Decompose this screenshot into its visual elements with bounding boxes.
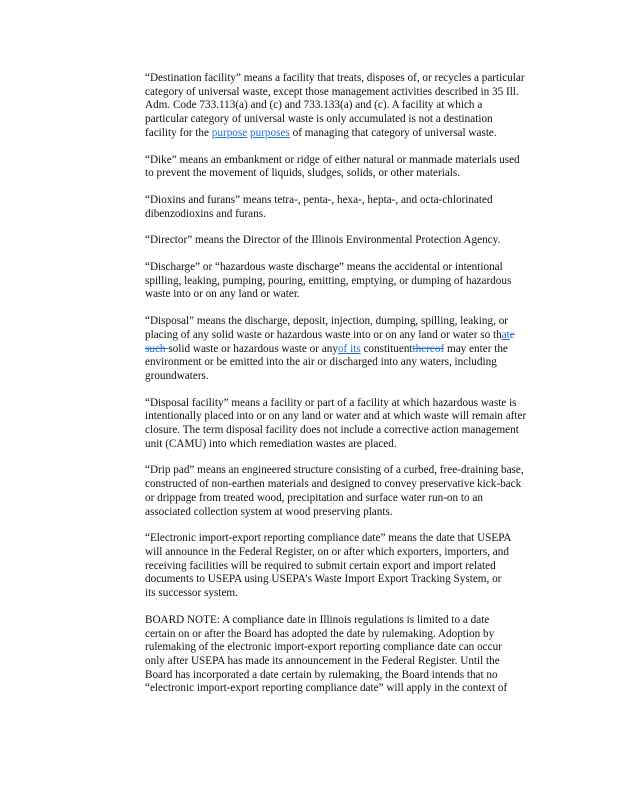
text-line: “Disposal” means the discharge, deposit, injection, dumping, spilling, leaking, or: [145, 315, 509, 328]
definition-discharge: [145, 261, 570, 302]
text-line: [145, 329, 570, 343]
text-run: facility for the: [145, 126, 212, 139]
text-line: its successor system.: [145, 587, 238, 600]
definition-disposal-facility: [145, 397, 570, 452]
text-line: “Electronic import-export reporting compliance date” means the date that USEPA: [145, 532, 512, 545]
definition-destination-facility: [145, 72, 570, 141]
inserted-text: purpose: [211, 126, 248, 139]
definition-director: [145, 234, 570, 248]
deleted-text: thereof: [412, 342, 445, 355]
text-line: or drippage from treated wood, precipitation and surface water run-on to an: [145, 491, 483, 504]
text-line: particular category of universal waste is only accumulated is not a destination: [145, 113, 493, 126]
text-line: groundwaters.: [145, 369, 209, 382]
text-line: waste into or on any land or water.: [145, 288, 300, 301]
text-run: constituent: [360, 342, 413, 355]
text-line: “Dike” means an embankment or ridge of either natural or manmade materials used: [145, 153, 520, 166]
text-run: solid waste or hazardous waste or any: [168, 342, 338, 355]
text-line: dibenzodioxins and furans.: [145, 207, 266, 220]
text-line: category of universal waste, except those management activities described in 35 Ill.: [145, 85, 519, 98]
text-line: certain on or after the Board has adopted the date by rulemaking. Adoption by: [145, 627, 495, 640]
text-line: [145, 343, 570, 357]
definition-dike: [145, 154, 570, 181]
inserted-text: at: [501, 328, 510, 341]
text-line: only after USEPA has made its announcement in the Federal Register. Until the: [145, 654, 500, 667]
text-run: placing of any solid waste or hazardous waste into or on any land or water so th: [145, 328, 502, 341]
text-line: “Disposal facility” means a facility or part of a facility at which hazardous waste is: [145, 396, 517, 409]
text-line: “Destination facility” means a facility that treats, disposes of, or recycles a particular: [145, 72, 525, 84]
text-line: associated collection system at wood preserving plants.: [145, 505, 393, 518]
definition-electronic-compliance-date: [145, 532, 570, 601]
text-line: Adm. Code 733.113(a) and (c) and 733.133(a) and (c). A facility at which a: [145, 99, 483, 112]
deleted-text: such: [145, 342, 169, 355]
board-note: [145, 614, 570, 696]
text-line: constructed of non-earthen materials and designed to convey preservative kick-back: [145, 478, 522, 491]
text-line: rulemaking of the electronic import-export reporting compliance date can occur: [145, 641, 502, 654]
document-page: [145, 72, 570, 709]
text-line: receiving facilities will be required to submit certain export and import related: [145, 559, 496, 572]
text-line: [145, 127, 570, 141]
text-line: “Director” means the Director of the Illinois Environmental Protection Agency.: [145, 234, 501, 247]
text-line: “Drip pad” means an engineered structure consisting of a curbed, free-draining base,: [145, 464, 524, 477]
text-line: to prevent the movement of liquids, sludges, solids, or other materials.: [145, 167, 461, 180]
definition-drip-pad: [145, 464, 570, 519]
text-line: closure. The term disposal facility does not include a corrective action management: [145, 424, 519, 437]
text-run: may enter the: [444, 342, 508, 355]
inserted-text: of its: [337, 342, 361, 355]
definition-dioxins-and-furans: [145, 194, 570, 221]
deleted-text: purposes: [250, 126, 290, 139]
text-line: “Discharge” or “hazardous waste discharge” means the accidental or intentional: [145, 261, 503, 274]
text-line: documents to USEPA using USEPA’s Waste Import Export Tracking System, or: [145, 573, 502, 586]
text-line: environment or be emitted into the air or discharged into any waters, including: [145, 356, 497, 369]
text-run: of managing that category of universal waste.: [289, 126, 497, 139]
text-line: will announce in the Federal Register, on or after which exporters, importers, and: [145, 545, 509, 558]
text-line: intentionally placed into or on any land or water and at which waste will remain after: [145, 410, 527, 423]
text-line: Board has incorporated a date certain by rulemaking, the Board intends that no: [145, 668, 498, 681]
text-line: spilling, leaking, pumping, pouring, emitting, emptying, or dumping of hazardous: [145, 274, 512, 287]
definition-disposal: [145, 315, 570, 384]
text-line: BOARD NOTE: A compliance date in Illinois regulations is limited to a date: [145, 613, 490, 626]
text-line: “electronic import-export reporting compliance date” will apply in the context of: [145, 682, 508, 695]
text-line: unit (CAMU) into which remediation wastes are placed.: [145, 437, 397, 450]
deleted-text: e: [509, 328, 515, 341]
text-line: “Dioxins and furans” means tetra-, penta-, hexa-, hepta-, and octa-chlorinated: [145, 193, 493, 206]
